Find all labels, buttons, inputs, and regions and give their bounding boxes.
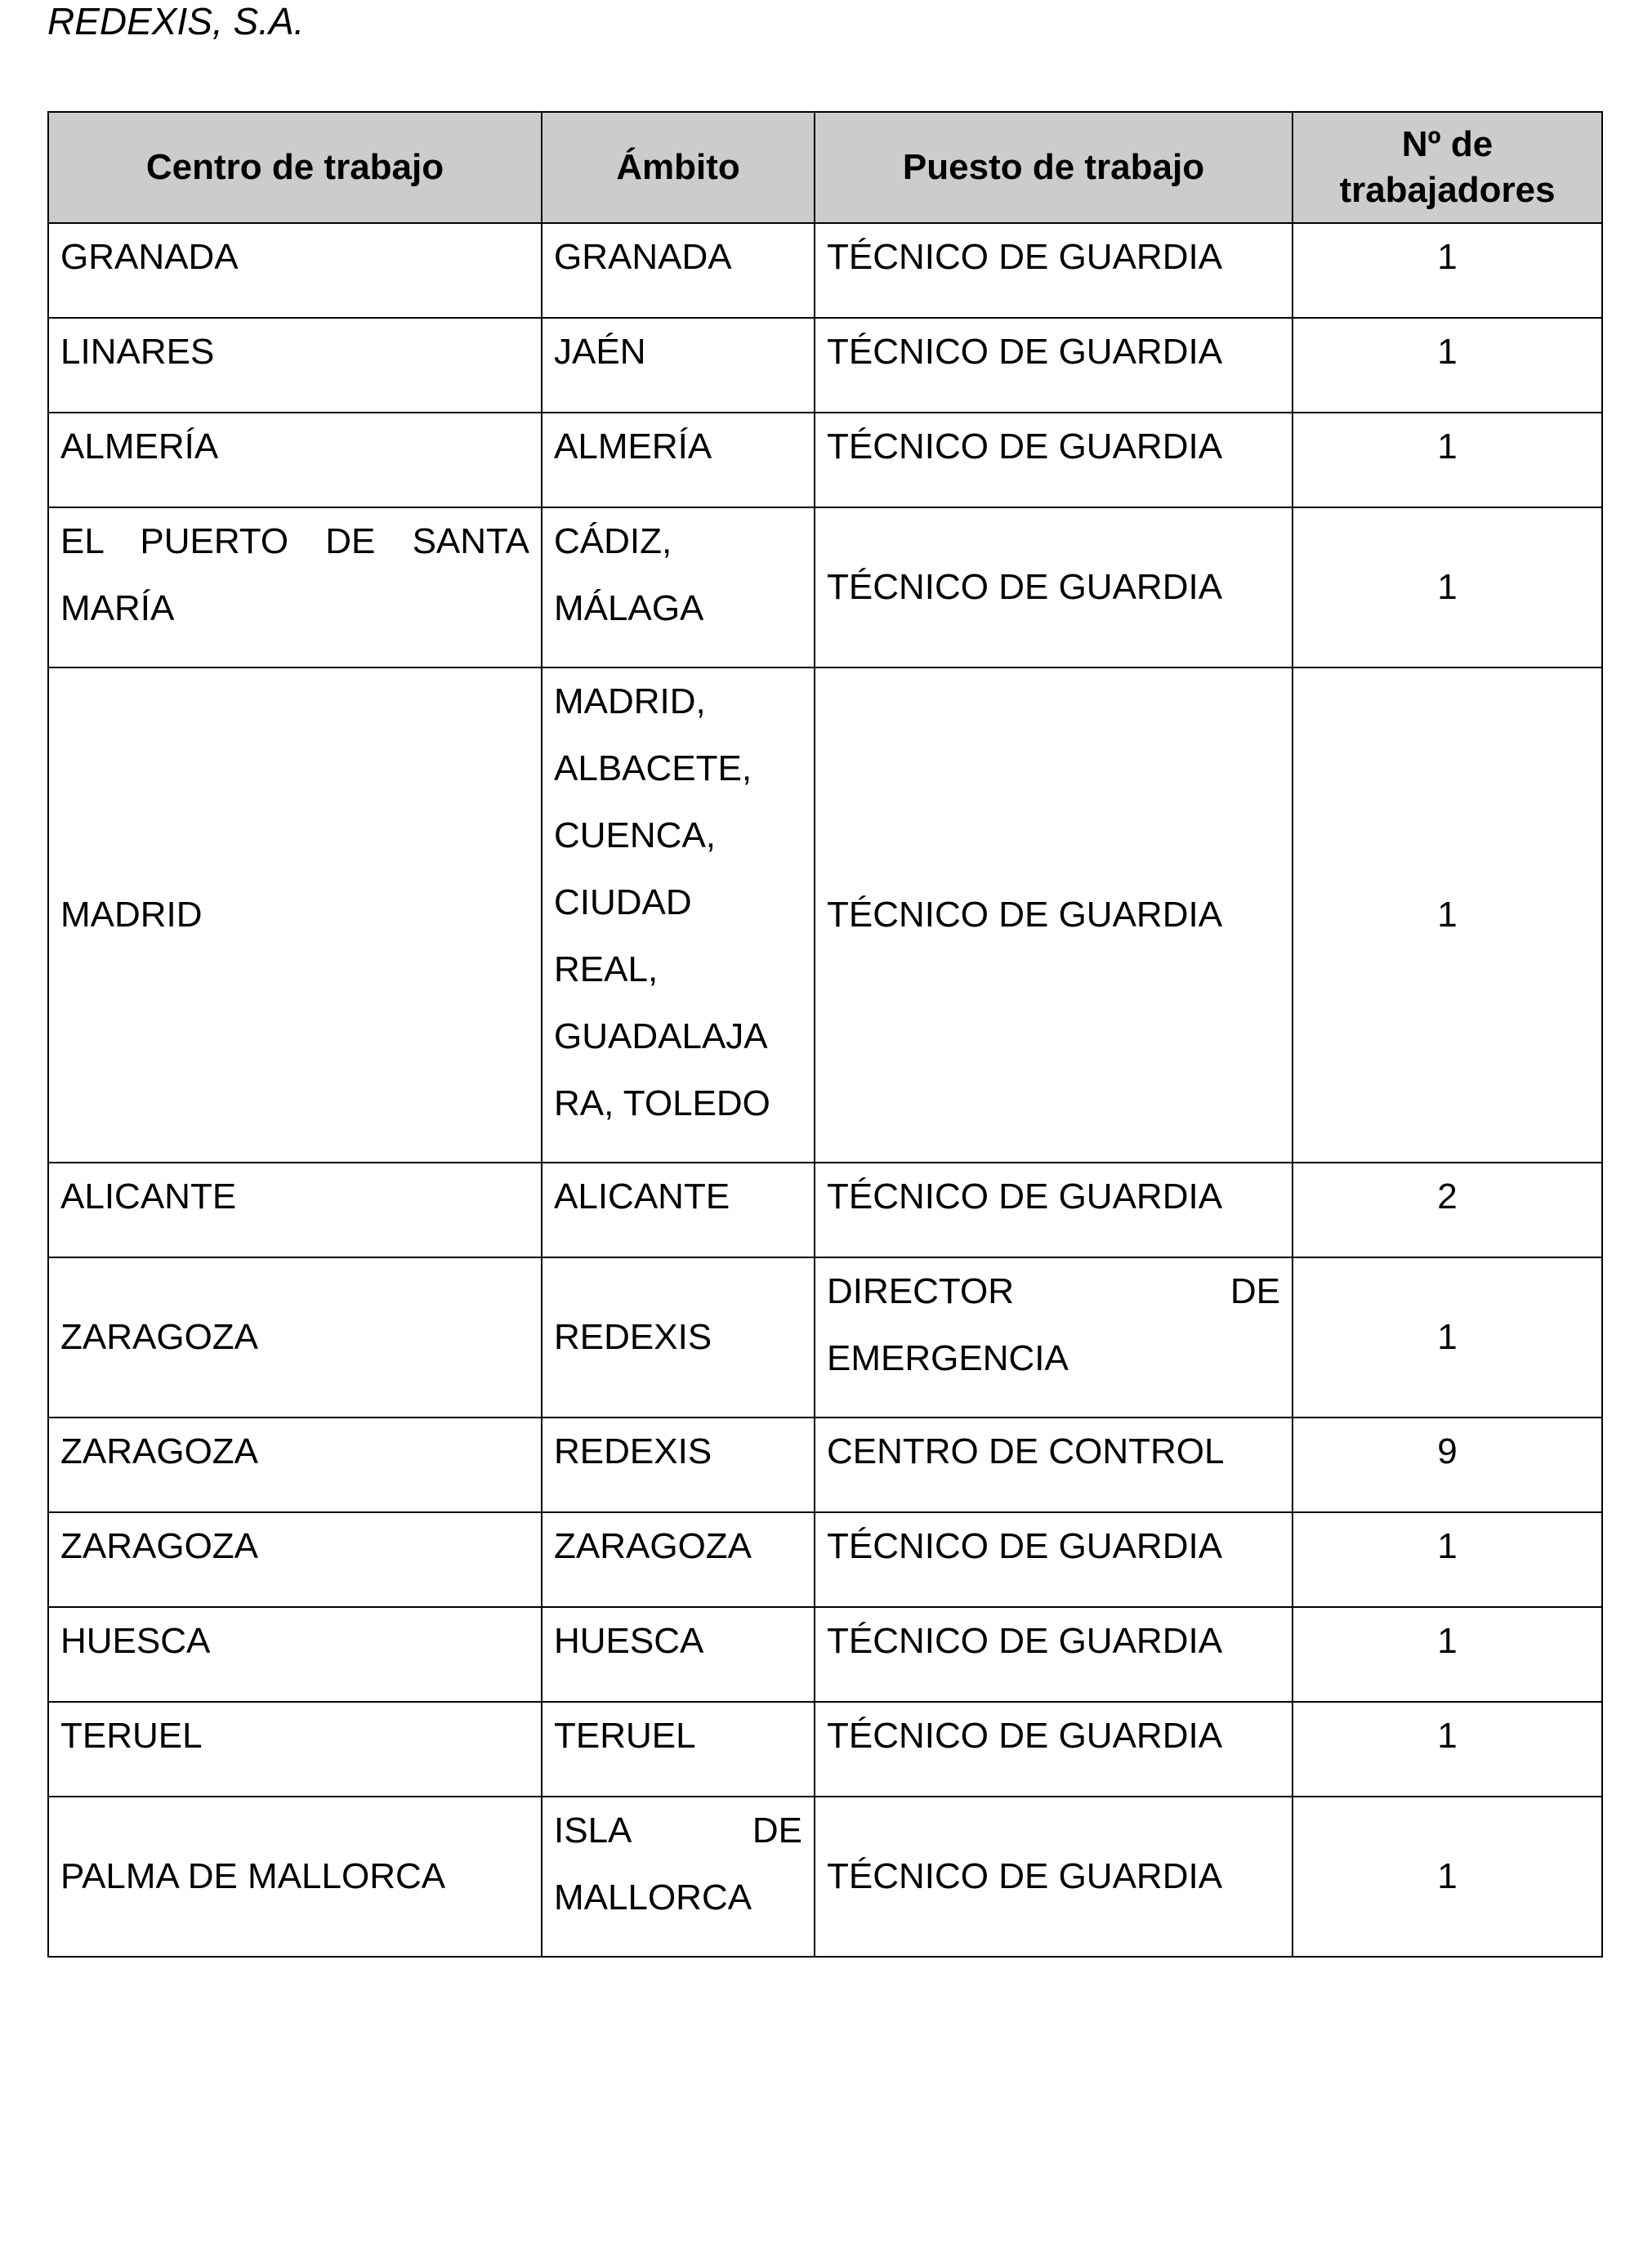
table-row <box>48 318 1602 413</box>
cell-num: 9 <box>1293 1418 1602 1512</box>
table-row <box>48 1163 1602 1257</box>
cell-centro: LINARES <box>48 318 542 413</box>
cell-centro: TERUEL <box>48 1702 542 1797</box>
cell-puesto: TÉCNICO DE GUARDIA <box>815 1607 1293 1702</box>
cell-ambito <box>542 507 815 667</box>
header-ambito: Ámbito <box>542 112 815 223</box>
cell-num: 1 <box>1293 1797 1602 1957</box>
table-body <box>48 223 1602 1957</box>
cell-num: 1 <box>1293 223 1602 318</box>
cell-centro: MADRID <box>48 667 542 1163</box>
cell-ambito <box>542 1797 815 1957</box>
cell-ambito: ALMERÍA <box>542 413 815 507</box>
cell-ambito: ZARAGOZA <box>542 1512 815 1607</box>
cell-centro: PALMA DE MALLORCA <box>48 1797 542 1957</box>
cell-puesto: CENTRO DE CONTROL <box>815 1418 1293 1512</box>
cell-puesto: TÉCNICO DE GUARDIA <box>815 318 1293 413</box>
table-row <box>48 1607 1602 1702</box>
cell-num: 1 <box>1293 413 1602 507</box>
header-row <box>48 112 1602 223</box>
header-num-trabajadores <box>1293 112 1602 223</box>
company-name: REDEXIS, S.A. <box>47 0 305 42</box>
cell-num: 1 <box>1293 667 1602 1163</box>
cell-centro: ALICANTE <box>48 1163 542 1257</box>
cell-puesto: TÉCNICO DE GUARDIA <box>815 1702 1293 1797</box>
cell-puesto: TÉCNICO DE GUARDIA <box>815 223 1293 318</box>
header-puesto: Puesto de trabajo <box>815 112 1293 223</box>
cell-ambito-line2: MÁLAGA <box>554 588 704 628</box>
table-row <box>48 667 1602 1163</box>
cell-centro-line2: MARÍA <box>60 588 175 628</box>
table-row <box>48 413 1602 507</box>
staff-table <box>47 111 1603 1958</box>
cell-num: 1 <box>1293 1257 1602 1418</box>
cell-centro: HUESCA <box>48 1607 542 1702</box>
cell-ambito: GRANADA <box>542 223 815 318</box>
cell-ambito-line2: MALLORCA <box>554 1877 752 1918</box>
cell-num: 1 <box>1293 1512 1602 1607</box>
cell-ambito-line1: ISLA DE <box>554 1810 802 1851</box>
table-row <box>48 1702 1602 1797</box>
cell-centro: ZARAGOZA <box>48 1257 542 1418</box>
cell-puesto <box>815 1257 1293 1418</box>
cell-num: 1 <box>1293 1702 1602 1797</box>
cell-centro: ZARAGOZA <box>48 1418 542 1512</box>
cell-num: 2 <box>1293 1163 1602 1257</box>
cell-ambito-line: CUENCA, <box>554 815 717 855</box>
cell-centro-line1: EL PUERTO DE SANTA <box>60 521 529 561</box>
table-row <box>48 1257 1602 1418</box>
cell-num: 1 <box>1293 1607 1602 1702</box>
cell-ambito: HUESCA <box>542 1607 815 1702</box>
cell-centro: ALMERÍA <box>48 413 542 507</box>
header-num-line2: trabajadores <box>1339 170 1556 210</box>
cell-puesto: TÉCNICO DE GUARDIA <box>815 667 1293 1163</box>
cell-puesto: TÉCNICO DE GUARDIA <box>815 413 1293 507</box>
cell-ambito-line: REAL, <box>554 949 659 989</box>
cell-centro: GRANADA <box>48 223 542 318</box>
cell-num: 1 <box>1293 318 1602 413</box>
cell-ambito-line: GUADALAJA <box>554 1016 768 1056</box>
table-row <box>48 507 1602 667</box>
table-header <box>48 112 1602 223</box>
cell-puesto-line1: DIRECTOR DE <box>827 1271 1280 1311</box>
cell-ambito-line: ALBACETE, <box>554 748 752 788</box>
cell-puesto: TÉCNICO DE GUARDIA <box>815 1797 1293 1957</box>
cell-centro <box>48 507 542 667</box>
table-row <box>48 1797 1602 1957</box>
cell-ambito-line1: CÁDIZ, <box>554 521 672 561</box>
table-row <box>48 1418 1602 1512</box>
cell-puesto: TÉCNICO DE GUARDIA <box>815 1163 1293 1257</box>
cell-ambito: REDEXIS <box>542 1418 815 1512</box>
cell-ambito-line: RA, TOLEDO <box>554 1083 770 1123</box>
cell-num: 1 <box>1293 507 1602 667</box>
cell-ambito: REDEXIS <box>542 1257 815 1418</box>
cell-puesto: TÉCNICO DE GUARDIA <box>815 1512 1293 1607</box>
cell-ambito-line: MADRID, <box>554 681 706 721</box>
header-num-line1: Nº de <box>1401 124 1493 164</box>
cell-puesto-line2: EMERGENCIA <box>827 1338 1069 1378</box>
cell-centro: ZARAGOZA <box>48 1512 542 1607</box>
table-row <box>48 223 1602 318</box>
cell-ambito: ALICANTE <box>542 1163 815 1257</box>
cell-ambito <box>542 667 815 1163</box>
table-row <box>48 1512 1602 1607</box>
cell-ambito: TERUEL <box>542 1702 815 1797</box>
cell-ambito-line: CIUDAD <box>554 882 692 922</box>
cell-puesto: TÉCNICO DE GUARDIA <box>815 507 1293 667</box>
cell-ambito: JAÉN <box>542 318 815 413</box>
header-centro: Centro de trabajo <box>48 112 542 223</box>
